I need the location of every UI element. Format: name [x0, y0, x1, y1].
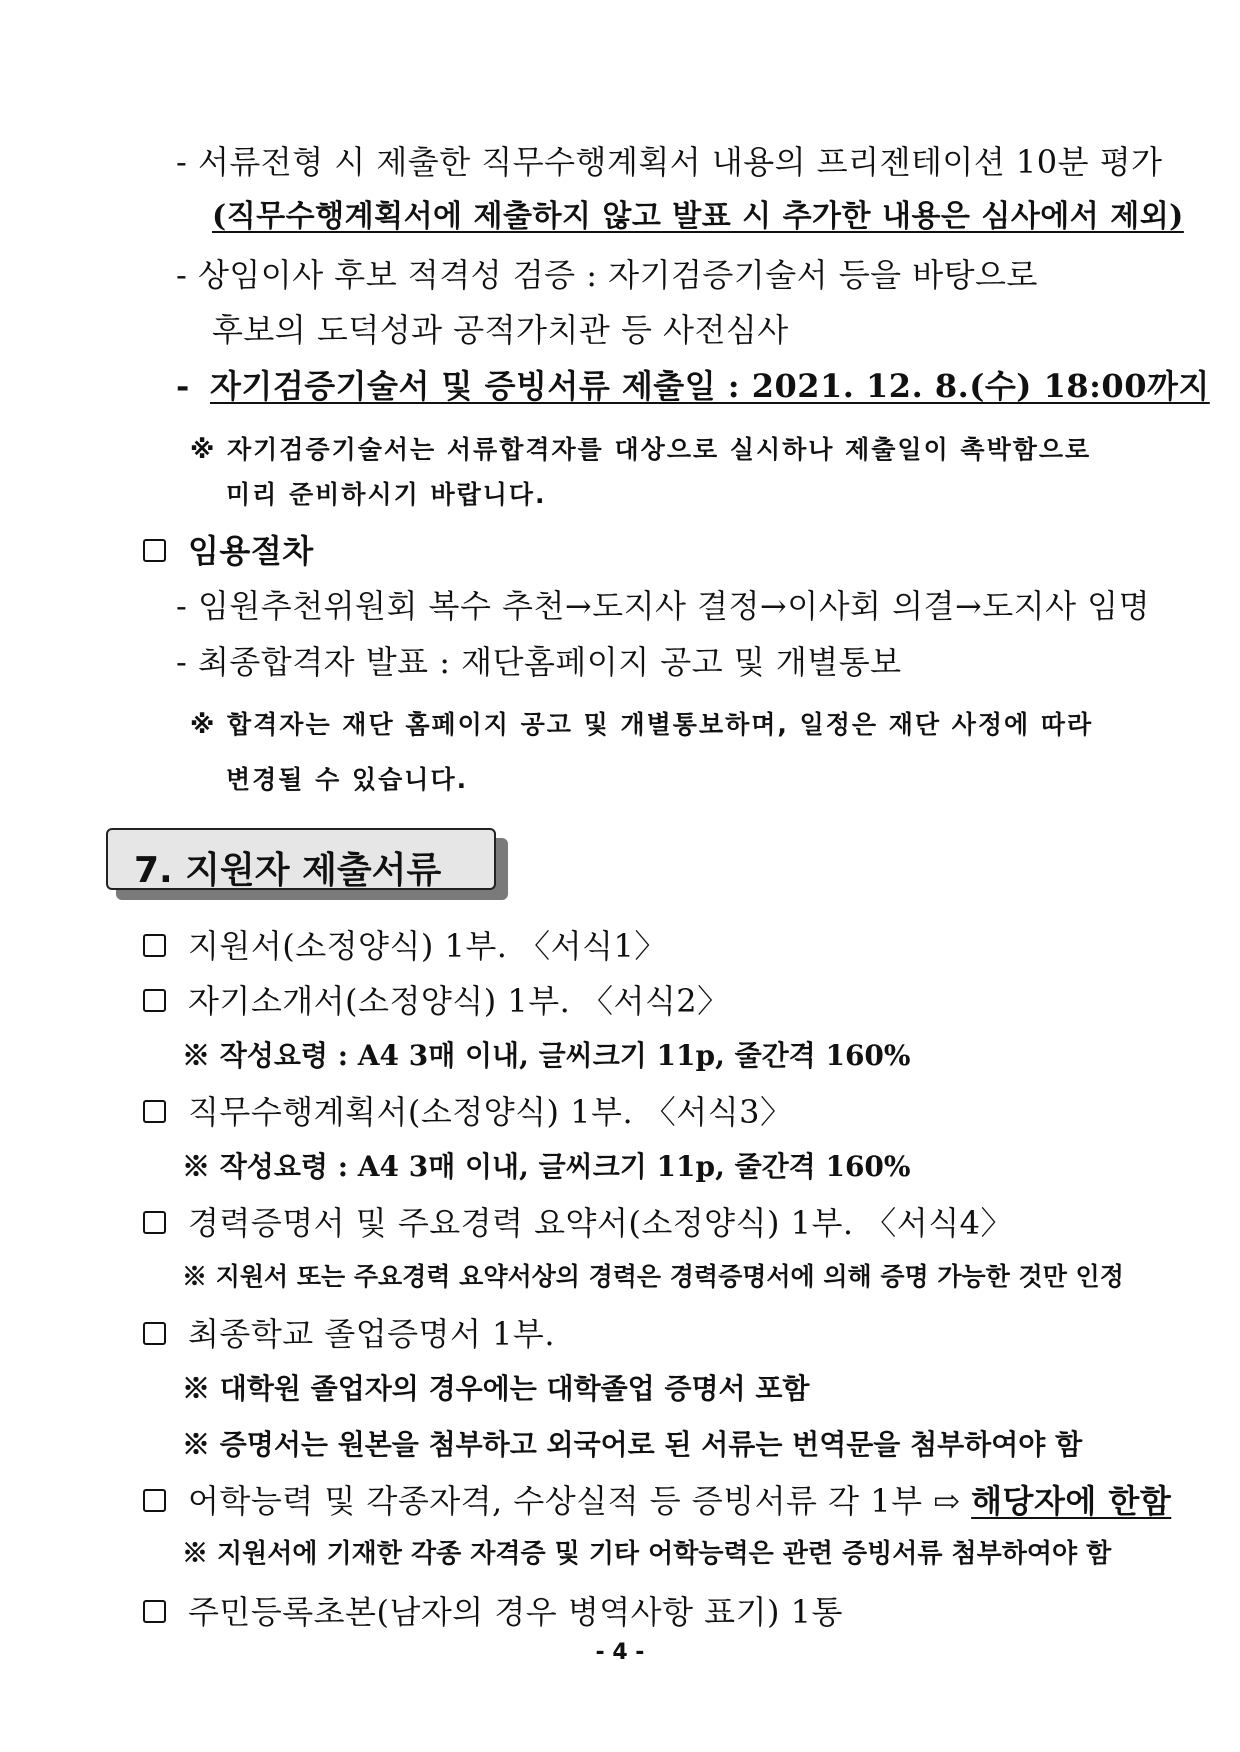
note: ※ 지원서 또는 주요경력 요약서상의 경력은 경력증명서에 의해 증명 가능한 것만 인정	[182, 1262, 1124, 1291]
page-number: - 4 -	[595, 1640, 645, 1665]
note: 변경될 수 있습니다.	[226, 765, 469, 794]
note: ※ 작성요령 : A4 3매 이내, 글씨크기 11p, 줄간격 160%	[182, 1150, 911, 1183]
list-item: 경력증명서 및 주요경력 요약서(소정양식) 1부. 〈서식4〉	[143, 1207, 1013, 1239]
list-item: 최종학교 졸업증명서 1부.	[143, 1318, 555, 1350]
section-heading-procedure: 임용절차	[143, 535, 314, 567]
note: ※ 합격자는 재단 홈페이지 공고 및 개별통보하며, 일정은 재단 사정에 따라	[190, 710, 1094, 739]
section-7-header	[106, 828, 506, 896]
applicable-only-note: 해당자에 한함	[971, 1482, 1172, 1520]
list-item: 주민등록초본(남자의 경우 병역사항 표기) 1통	[143, 1596, 843, 1628]
checkbox-square-icon	[143, 539, 166, 562]
list-item: 자기소개서(소정양식) 1부. 〈서식2〉	[143, 985, 730, 1017]
checkbox-square-icon	[143, 1211, 166, 1234]
dash: -	[176, 367, 190, 405]
note: ※ 작성요령 : A4 3매 이내, 글씨크기 11p, 줄간격 160%	[182, 1039, 911, 1072]
checkbox-square-icon	[143, 934, 166, 957]
submission-deadline: 자기검증기술서 및 증빙서류 제출일 : 2021. 12. 8.(수) 18:00까지	[210, 367, 1210, 405]
note: ※ 증명서는 원본을 첨부하고 외국어로 된 서류는 번역문을 첨부하여야 함	[182, 1428, 1083, 1461]
list-item: 지원서(소정양식) 1부. 〈서식1〉	[143, 930, 667, 962]
section-7-title: 7. 지원자 제출서류	[134, 850, 442, 891]
list-item: 어학능력 및 각종자격, 수상실적 등 증빙서류 각 1부 ⇨ 해당자에 한함	[143, 1485, 1171, 1517]
note: 미리 준비하시기 바랍니다.	[226, 480, 547, 509]
note: ※ 자기검증기술서는 서류합격자를 대상으로 실시하나 제출일이 촉박함으로	[190, 435, 1092, 464]
note: ※ 대학원 졸업자의 경우에는 대학졸업 증명서 포함	[182, 1372, 810, 1405]
header-box	[106, 828, 496, 890]
checkbox-square-icon	[143, 989, 166, 1012]
text-line: 후보의 도덕성과 공적가치관 등 사전심사	[212, 311, 789, 349]
checkbox-square-icon	[143, 1489, 166, 1512]
text-line: - 임원추천위원회 복수 추천→도지사 결정→이사회 의결→도지사 임명	[176, 587, 1150, 625]
text-line-underlined: (직무수행계획서에 제출하지 않고 발표 시 추가한 내용은 심사에서 제외)	[212, 199, 1184, 234]
list-item: 직무수행계획서(소정양식) 1부. 〈서식3〉	[143, 1096, 792, 1128]
text-line: - 서류전형 시 제출한 직무수행계획서 내용의 프리젠테이션 10분 평가	[176, 143, 1163, 181]
note: ※ 지원서에 기재한 각종 자격증 및 기타 어학능력은 관련 증빙서류 첨부하여야 함	[182, 1539, 1112, 1569]
text-line: - 최종합격자 발표 : 재단홈페이지 공고 및 개별통보	[176, 643, 902, 681]
text-line: - 상임이사 후보 적격성 검증 : 자기검증기술서 등을 바탕으로	[176, 256, 1038, 294]
checkbox-square-icon	[143, 1100, 166, 1123]
checkbox-square-icon	[143, 1600, 166, 1623]
checkbox-square-icon	[143, 1322, 166, 1345]
